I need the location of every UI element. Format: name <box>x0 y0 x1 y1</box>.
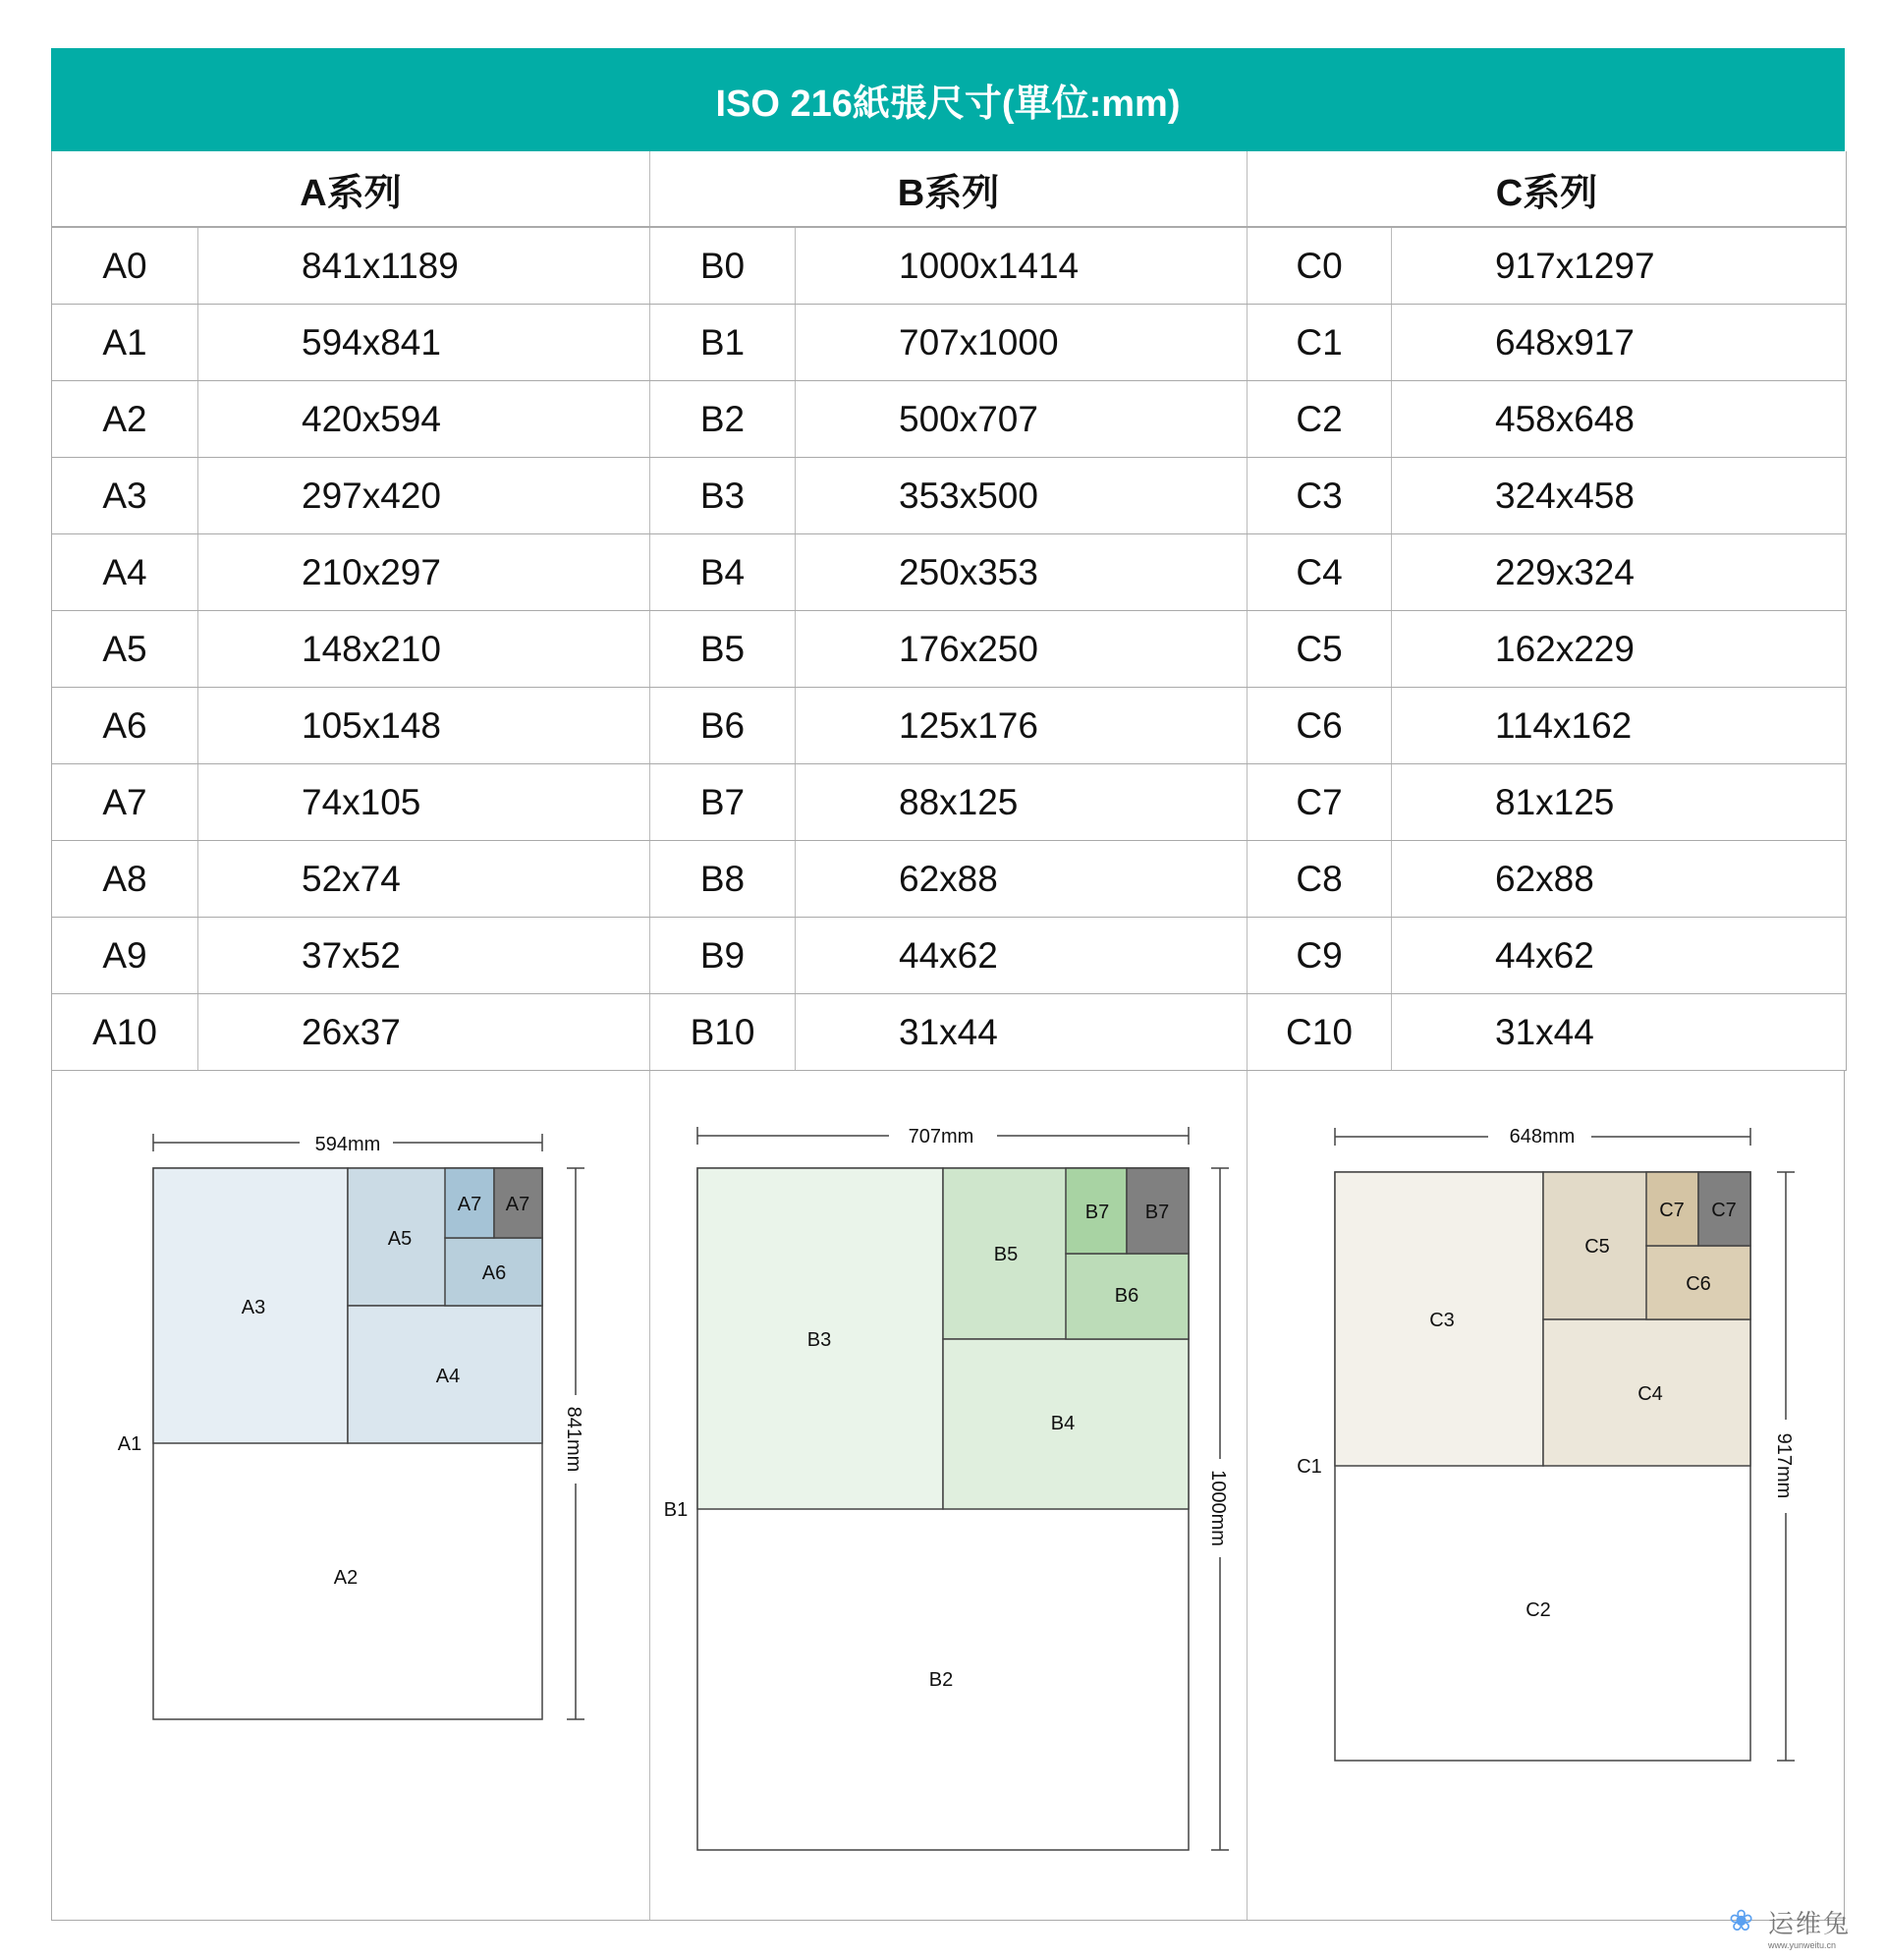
paper-code-cell: A2 <box>52 381 198 457</box>
c-width-label: 648mm <box>1509 1126 1576 1148</box>
paper-code-cell: B5 <box>650 611 796 687</box>
label-c5: C5 <box>1584 1236 1610 1258</box>
watermark-url: www.yunweitu.cn <box>1768 1940 1837 1950</box>
paper-code-cell: C4 <box>1248 534 1392 610</box>
paper-size-cell: 81x125 <box>1495 781 1615 822</box>
paper-size-cell: 1000x1414 <box>796 228 1248 304</box>
paper-size-cell: 353x500 <box>796 458 1248 533</box>
paper-size-cell: 420x594 <box>198 381 650 457</box>
paper-size-cell: 917x1297 <box>1495 245 1655 286</box>
b-width-label: 707mm <box>908 1126 974 1148</box>
paper-code-cell: C9 <box>1248 918 1392 993</box>
paper-code-cell: B4 <box>650 534 796 610</box>
paper-size-cell: 162x229 <box>1495 628 1635 669</box>
paper-code-cell: B7 <box>650 764 796 840</box>
a-height-label: 841mm <box>563 1406 584 1473</box>
label-c4: C4 <box>1637 1383 1663 1405</box>
watermark <box>1729 1904 1852 1950</box>
paper-code-cell: A0 <box>52 228 198 304</box>
paper-size-cell: 297x420 <box>198 458 650 533</box>
paper-size-cell: 62x88 <box>796 841 1248 917</box>
paper-size-cell: 458x648 <box>1495 398 1635 439</box>
paper-code-cell: C8 <box>1248 841 1392 917</box>
label-b3: B3 <box>806 1329 832 1351</box>
paper-code-cell: C2 <box>1248 381 1392 457</box>
paper-code-cell: B1 <box>650 305 796 380</box>
paper-code-cell: A10 <box>52 994 198 1070</box>
paper-code-cell: B8 <box>650 841 796 917</box>
paper-size-cell: 26x37 <box>198 994 650 1070</box>
label-a1: A1 <box>117 1433 142 1455</box>
header-b-series: B系列 <box>650 151 1248 226</box>
paper-size-cell: 594x841 <box>198 305 650 380</box>
paper-size-cell: 105x148 <box>198 688 650 763</box>
paper-code-cell: B3 <box>650 458 796 533</box>
header-a-series: A系列 <box>52 151 650 226</box>
paper-size-cell: 44x62 <box>796 918 1248 993</box>
paper-code-cell: A1 <box>52 305 198 380</box>
paper-size-cell: 74x105 <box>198 764 650 840</box>
label-b7-dark: B7 <box>1144 1202 1170 1223</box>
label-c7-dark: C7 <box>1711 1200 1737 1221</box>
label-a4: A4 <box>435 1366 461 1387</box>
label-c7: C7 <box>1659 1200 1685 1221</box>
paper-code-cell: A4 <box>52 534 198 610</box>
paper-code-cell: A7 <box>52 764 198 840</box>
paper-size-cell: 62x88 <box>1495 858 1594 899</box>
paper-size-cell: 707x1000 <box>796 305 1248 380</box>
label-b6: B6 <box>1114 1285 1139 1307</box>
c-series-diagram <box>1335 1128 1795 1761</box>
paper-size-cell: 841x1189 <box>198 228 650 304</box>
paper-code-cell: C1 <box>1248 305 1392 380</box>
label-c1: C1 <box>1297 1456 1322 1478</box>
label-b2: B2 <box>928 1669 954 1691</box>
header-c-series: C系列 <box>1495 172 1598 214</box>
label-c3: C3 <box>1429 1310 1455 1331</box>
paper-code-cell: B0 <box>650 228 796 304</box>
paper-code-cell: A3 <box>52 458 198 533</box>
label-a5: A5 <box>387 1228 413 1250</box>
paper-size-cell: 52x74 <box>198 841 650 917</box>
paper-size-cell: 648x917 <box>1495 321 1635 363</box>
label-a7: A7 <box>457 1194 482 1215</box>
paper-code-cell: A5 <box>52 611 198 687</box>
paper-code-cell: B10 <box>650 994 796 1070</box>
paper-size-cell: 44x62 <box>1495 934 1594 976</box>
paper-size-cell: 176x250 <box>796 611 1248 687</box>
paper-code-cell: B2 <box>650 381 796 457</box>
paper-size-cell: 148x210 <box>198 611 650 687</box>
label-b4: B4 <box>1050 1413 1076 1434</box>
a-series-diagram <box>153 1134 584 1719</box>
label-a7-dark: A7 <box>505 1194 530 1215</box>
paper-size-cell: 31x44 <box>1495 1011 1594 1052</box>
paper-size-cell: 31x44 <box>796 994 1248 1070</box>
watermark-name: 运维兔 <box>1768 1909 1852 1938</box>
paper-code-cell: C5 <box>1248 611 1392 687</box>
b-height-label: 1000mm <box>1207 1470 1229 1546</box>
rabbit-logo-icon: ❀ <box>1729 1905 1754 1937</box>
table-title: ISO 216紙張尺寸(單位:mm) <box>51 48 1845 151</box>
paper-code-cell: A6 <box>52 688 198 763</box>
paper-size-cell: 324x458 <box>1495 475 1635 516</box>
label-c6: C6 <box>1686 1273 1711 1295</box>
label-a3: A3 <box>241 1297 266 1318</box>
b-series-diagram <box>697 1127 1229 1850</box>
paper-size-cell: 88x125 <box>796 764 1248 840</box>
paper-size-cell: 125x176 <box>796 688 1248 763</box>
a-width-label: 594mm <box>314 1134 381 1155</box>
paper-size-cell: 500x707 <box>796 381 1248 457</box>
paper-size-cell: 37x52 <box>198 918 650 993</box>
label-c2: C2 <box>1525 1599 1551 1621</box>
paper-size-cell: 210x297 <box>198 534 650 610</box>
paper-size-cell: 114x162 <box>1495 704 1633 746</box>
paper-code-cell: B6 <box>650 688 796 763</box>
paper-code-cell: C6 <box>1248 688 1392 763</box>
paper-code-cell: C0 <box>1248 228 1392 304</box>
label-b5: B5 <box>993 1244 1019 1265</box>
label-b1: B1 <box>663 1499 689 1521</box>
paper-size-cell: 229x324 <box>1495 551 1635 592</box>
c-height-label: 917mm <box>1773 1432 1795 1499</box>
paper-code-cell: C10 <box>1248 994 1392 1070</box>
label-a2: A2 <box>333 1567 359 1589</box>
paper-code-cell: A8 <box>52 841 198 917</box>
paper-code-cell: A9 <box>52 918 198 993</box>
label-b7: B7 <box>1084 1202 1110 1223</box>
paper-code-cell: C3 <box>1248 458 1392 533</box>
paper-code-cell: B9 <box>650 918 796 993</box>
paper-code-cell: C7 <box>1248 764 1392 840</box>
label-a6: A6 <box>481 1262 507 1284</box>
paper-size-cell: 250x353 <box>796 534 1248 610</box>
